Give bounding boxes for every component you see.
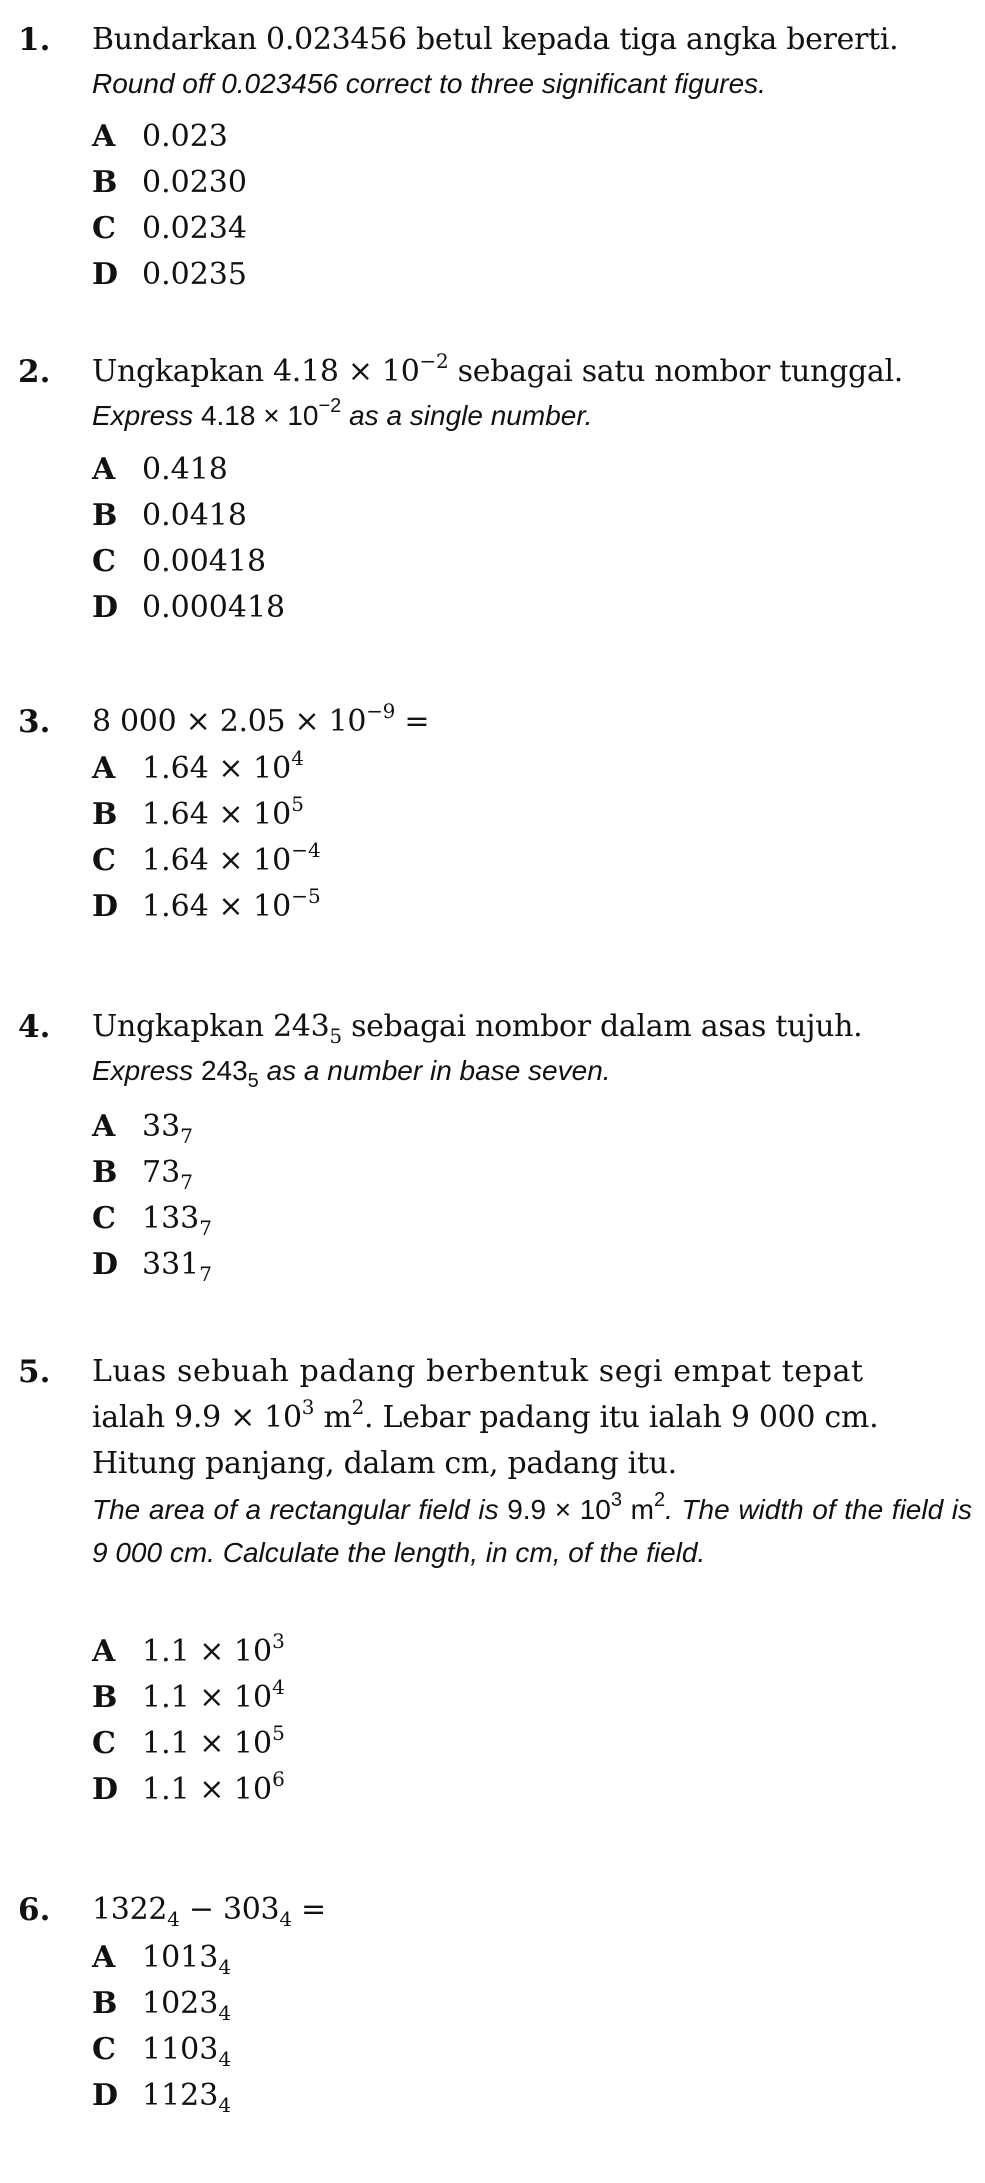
option-letter: A <box>92 1634 116 1669</box>
math-base: 1.64 × 10 <box>142 843 292 878</box>
number-base: 4 <box>167 1907 180 1931</box>
option-letter: C <box>92 211 116 246</box>
number-base: 4 <box>218 1955 232 1979</box>
option-letter: C <box>92 1726 116 1761</box>
math-exponent: −9 <box>366 699 396 723</box>
question-text-english: Round off 0.023456 correct to three significant figures. <box>92 68 766 99</box>
option-text <box>142 2028 231 2072</box>
option-c[interactable] <box>92 1197 212 1241</box>
number-value: 33 <box>142 1109 181 1144</box>
number-base: 4 <box>279 1907 292 1931</box>
math-base: 1.1 × 10 <box>142 1634 273 1669</box>
option-a[interactable] <box>92 747 304 791</box>
text-part: The area of a rectangular field is <box>92 1494 499 1525</box>
number-value: 1123 <box>142 2078 219 2113</box>
option-text: 0.023 <box>142 119 228 154</box>
question-number: 3. <box>18 704 51 740</box>
math-exponent: 3 <box>301 1395 315 1419</box>
option-text <box>142 1630 285 1674</box>
number-value: 243 <box>273 1009 330 1044</box>
option-d[interactable] <box>92 1768 285 1812</box>
text-part: Ungkapkan <box>92 1009 264 1044</box>
text-part: Ungkapkan <box>92 354 264 389</box>
number-value: 133 <box>142 1201 200 1236</box>
number-base: 5 <box>329 1024 342 1048</box>
question-text-malay-line-3: Hitung panjang, dalam cm, padang itu. <box>92 1446 677 1481</box>
math-base: 1.1 × 10 <box>142 1772 273 1807</box>
number-value: 331 <box>142 1247 200 1282</box>
text-part: sebagai satu nombor tunggal. <box>457 354 903 389</box>
question-number: 2. <box>18 354 51 390</box>
question-text-malay-line-2 <box>92 1396 972 1440</box>
option-letter: D <box>92 889 119 924</box>
math-exponent: 4 <box>291 746 304 770</box>
number-value: 243 <box>200 1055 248 1086</box>
option-text <box>142 1768 285 1812</box>
option-letter: B <box>92 1155 118 1190</box>
equals-sign: = <box>404 704 430 739</box>
number-value: 1322 <box>92 1892 168 1927</box>
number-base: 5 <box>247 1070 259 1092</box>
question-expression <box>92 1888 972 1932</box>
unit: m <box>630 1494 654 1525</box>
option-text <box>142 1722 285 1766</box>
text-part: as a single number. <box>349 400 593 431</box>
math-exponent: 6 <box>272 1767 285 1791</box>
option-b[interactable] <box>92 1676 285 1720</box>
option-text <box>142 1936 231 1980</box>
number-base: 4 <box>218 2047 232 2071</box>
option-text: 0.0235 <box>142 257 247 292</box>
minus-sign: − <box>188 1892 214 1927</box>
option-b[interactable] <box>92 1982 231 2026</box>
question-number: 5. <box>18 1354 51 1390</box>
option-b[interactable] <box>92 494 247 538</box>
option-letter: D <box>92 2078 119 2113</box>
math-base: 1.64 × 10 <box>142 797 292 832</box>
option-text <box>142 1197 212 1241</box>
number-base: 7 <box>199 1262 212 1286</box>
math-base: 8 000 × 2.05 × 10 <box>92 704 367 739</box>
option-letter: B <box>92 498 118 533</box>
question-number: 6. <box>18 1892 51 1928</box>
option-d[interactable] <box>92 885 321 929</box>
math-base: 1.64 × 10 <box>142 751 292 786</box>
option-d[interactable] <box>92 2074 231 2118</box>
math-exponent: 3 <box>272 1629 285 1653</box>
option-text <box>142 2074 231 2118</box>
option-c[interactable] <box>92 839 321 883</box>
option-text <box>142 1676 285 1720</box>
number-value: 1013 <box>142 1940 219 1975</box>
math-exponent: 5 <box>272 1721 285 1745</box>
question-text-malay-line-1: Luas sebuah padang berbentuk segi empat tepat <box>92 1354 864 1389</box>
option-text: 0.0230 <box>142 165 247 200</box>
option-text <box>142 1243 212 1287</box>
option-letter: D <box>92 1772 119 1807</box>
option-letter: A <box>92 1109 116 1144</box>
question-number: 4. <box>18 1009 51 1045</box>
text-part: as a number in base seven. <box>266 1055 611 1086</box>
option-d[interactable] <box>92 586 285 630</box>
number-value: 1023 <box>142 1986 219 2021</box>
equals-sign: = <box>301 1892 326 1927</box>
option-letter: A <box>92 119 116 154</box>
question-expression <box>92 700 972 744</box>
option-c[interactable] <box>92 540 266 584</box>
number-value: 1103 <box>142 2032 219 2067</box>
option-d[interactable] <box>92 1243 212 1287</box>
text-part: . The width of the field is 9 000 cm. Calculate the length, in cm, of the field. <box>92 1494 973 1568</box>
text-part: Express <box>92 400 194 431</box>
option-text <box>142 793 304 837</box>
question-number: 1. <box>18 22 51 58</box>
unit-exponent: 2 <box>653 1489 666 1511</box>
option-a[interactable] <box>92 1105 193 1149</box>
option-letter: C <box>92 544 116 579</box>
math-base: 4.18 × 10 <box>273 354 420 389</box>
math-base: 1.64 × 10 <box>142 889 292 924</box>
option-c[interactable] <box>92 1722 285 1766</box>
text-part: ialah <box>92 1400 165 1435</box>
question-text-malay <box>92 350 972 394</box>
math-base: 4.18 × 10 <box>200 400 319 431</box>
option-text <box>142 1151 193 1195</box>
option-letter: C <box>92 2032 116 2067</box>
math-exponent: 5 <box>291 792 304 816</box>
option-letter: A <box>92 751 116 786</box>
option-b[interactable] <box>92 1151 193 1195</box>
option-text: 0.000418 <box>142 590 286 625</box>
question-text-english <box>92 1488 972 1574</box>
option-letter: C <box>92 843 116 878</box>
question-text-english <box>92 1050 972 1092</box>
number-base: 4 <box>218 2093 232 2117</box>
option-letter: B <box>92 165 118 200</box>
option-letter: C <box>92 1201 116 1236</box>
question-text-malay: Bundarkan 0.023456 betul kepada tiga angka bererti. <box>92 22 899 57</box>
option-letter: A <box>92 1940 116 1975</box>
math-exponent: −5 <box>291 884 321 908</box>
option-text <box>142 747 304 791</box>
option-letter: B <box>92 797 118 832</box>
option-a[interactable] <box>92 448 228 492</box>
option-d[interactable] <box>92 253 247 297</box>
option-letter: A <box>92 452 116 487</box>
option-a[interactable] <box>92 115 228 159</box>
math-exponent: −2 <box>419 349 449 373</box>
text-part: Express <box>92 1055 194 1086</box>
option-text: 0.0418 <box>142 498 247 533</box>
option-a[interactable] <box>92 1630 285 1674</box>
option-b[interactable] <box>92 161 247 205</box>
option-letter: B <box>92 1680 118 1715</box>
option-text: 0.418 <box>142 452 228 487</box>
option-letter: D <box>92 590 119 625</box>
unit: m <box>323 1400 352 1435</box>
option-a[interactable] <box>92 1936 231 1980</box>
option-b[interactable] <box>92 793 304 837</box>
option-c[interactable] <box>92 207 247 251</box>
option-letter: D <box>92 1247 119 1282</box>
math-exponent: 3 <box>610 1489 622 1511</box>
option-text <box>142 1982 231 2026</box>
number-base: 7 <box>180 1124 193 1148</box>
number-base: 7 <box>199 1216 212 1240</box>
number-base: 4 <box>218 2001 232 2025</box>
math-base: 1.1 × 10 <box>142 1680 273 1715</box>
option-text <box>142 1105 193 1149</box>
unit-exponent: 2 <box>351 1395 365 1419</box>
option-text: 0.0234 <box>142 211 247 246</box>
number-base: 7 <box>180 1170 193 1194</box>
option-text: 0.00418 <box>142 544 267 579</box>
math-exponent: −2 <box>318 395 342 417</box>
math-base: 9.9 × 10 <box>507 1494 611 1525</box>
math-exponent: 4 <box>272 1675 285 1699</box>
question-text-malay <box>92 1005 972 1049</box>
math-exponent: −4 <box>291 838 321 862</box>
math-base: 1.1 × 10 <box>142 1726 273 1761</box>
question-text-english <box>92 395 972 437</box>
option-text <box>142 839 321 883</box>
option-text <box>142 885 321 929</box>
number-value: 73 <box>142 1155 181 1190</box>
option-letter: B <box>92 1986 118 2021</box>
option-letter: D <box>92 257 119 292</box>
number-value: 303 <box>222 1892 280 1927</box>
text-part: . Lebar padang itu ialah 9 000 cm. <box>364 1400 879 1435</box>
math-base: 9.9 × 10 <box>174 1400 302 1435</box>
option-c[interactable] <box>92 2028 231 2072</box>
text-part: sebagai nombor dalam asas tujuh. <box>351 1009 863 1044</box>
